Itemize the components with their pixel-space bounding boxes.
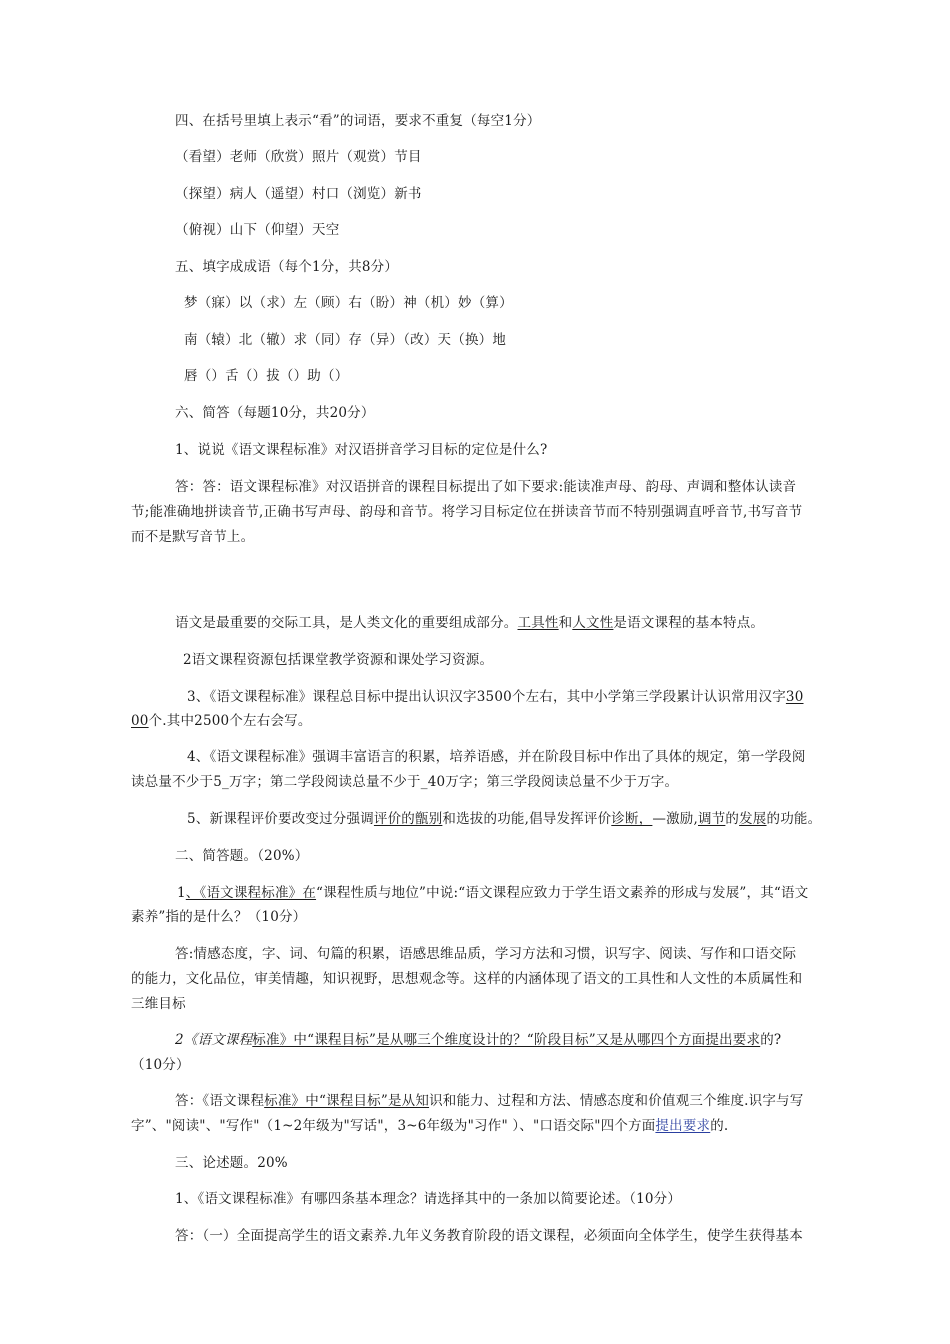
section6-answer-line-1: 答：答：语文课程标准》对汉语拼音的课程目标提出了如下要求:能读准声母、韵母、声调和整体认读音 — [175, 479, 797, 495]
short-answer-1-line-1: 答:情感态度，字、词、句篇的积累，语感思维品质，学习方法和习惯，识写字、阅读、写作和口语交际 — [175, 946, 797, 962]
underlined-answer: 诊断， — [611, 811, 653, 827]
fill-paragraph-3-line-1: 3、《语文课程标准》课程总目标中提出认识汉字3500个左右，其中小学第三学段累计认识常用汉字30 — [187, 689, 804, 705]
short-question-1-line-2: 素养”指的是什么？（10分） — [131, 909, 307, 925]
short-question-2-line-2: （10分） — [131, 1057, 190, 1073]
section5-line-3: 唇（）舌（）拔（）助（） — [184, 368, 349, 384]
section6-question-1: 1、说说《语文课程标准》对汉语拼音学习目标的定位是什么? — [175, 442, 548, 458]
essay-heading: 三、论述题。20% — [175, 1155, 288, 1171]
essay-question-1: 1、《语文课程标准》有哪四条基本理念？请选择其中的一条加以简要论述。（10分） — [175, 1191, 682, 1207]
short-question-2-line-1: 2《语文课程标准》中“课程目标”是从哪三个维度设计的？“阶段目标”又是从哪四个方面提出要求的? — [175, 1032, 782, 1048]
underlined-answer: 工具性 — [517, 615, 559, 631]
short-answer-2-line-1: 答：《语文课程标准》中“课程目标”是从知识和能力、过程和方法、情感态度和价值观三个维度.识字与写 — [175, 1093, 804, 1109]
fill-paragraph-4-line-2: 读总量不少于5_万字；第二学段阅读总量不少于_40万字；第三学段阅读总量不少于万字。 — [131, 774, 679, 790]
short-answer-1-line-3: 三维目标 — [131, 996, 186, 1012]
section4-line-3: （俯视）山下（仰望）天空 — [175, 222, 340, 238]
underlined-answer: 30 — [785, 689, 804, 705]
essay-answer-1-line-1: 答：（一）全面提高学生的语文素养.九年义务教育阶段的语文课程，必须面向全体学生，使学生获得基本 — [175, 1228, 803, 1244]
short-question-1-line-1: 1、《语文课程标准》在“课程性质与地位”中说:“语文课程应致力于学生语文素养的形成与发展”，其“语文 — [177, 885, 809, 901]
underlined-answer: 00 — [131, 713, 149, 729]
section4-heading: 四、在括号里填上表示“看”的词语，要求不重复（每空1分） — [175, 113, 541, 129]
underlined-answer: 发展 — [739, 811, 767, 827]
section4-line-2: （探望）病人（遥望）村口（浏览）新书 — [175, 186, 422, 202]
underlined-answer: 人文性 — [572, 615, 614, 631]
section5-line-1: 梦（寐）以（求）左（顾）右（盼）神（机）妙（算） — [184, 295, 513, 311]
fill-paragraph-2: 2语文课程资源包括课堂教学资源和课处学习资源。 — [183, 652, 494, 668]
fill-paragraph-5: 5、新课程评价要改变过分强调评价的甑别和选拔的功能,倡导发挥评价诊断，—激励,调节的发展的功能。 — [187, 811, 822, 827]
section5-line-2: 南（辕）北（辙）求（同）存（异）（改）天（换）地 — [184, 332, 507, 348]
underlined-answer: 调节 — [698, 811, 726, 827]
section4-line-1: （看望）老师（欣赏）照片（观赏）节目 — [175, 149, 422, 165]
section6-answer-line-2: 节;能准确地拼读音节,正确书写声母、韵母和音节。将学习目标定位在拼读音节而不特别强调直呼音节,书写音节 — [131, 504, 803, 520]
fill-paragraph-4-line-1: 4、《语文课程标准》强调丰富语言的积累，培养语感，并在阶段目标中作出了具体的规定，第一学段阅 — [187, 749, 806, 765]
section6-heading: 六、简答（每题10分，共20分） — [175, 405, 375, 421]
section5-heading: 五、填字成成语（每个1分，共8分） — [175, 259, 399, 275]
fill-paragraph-3-line-2: 00个.其中2500个左右会写。 — [131, 713, 312, 729]
short-answer-heading: 二、简答题。（20%） — [175, 848, 309, 864]
fill-paragraph-1: 语文是最重要的交际工具，是人类文化的重要组成部分。工具性和人文性是语文课程的基本特点。 — [175, 615, 765, 631]
section6-answer-line-3: 而不是默写音节上。 — [131, 529, 255, 545]
short-answer-1-line-2: 的能力，文化品位，审美情趣，知识视野，思想观念等。这样的内涵体现了语文的工具性和人文性的本质属性和 — [131, 971, 803, 987]
short-answer-2-line-2: 字”、"阅读"、"写作"（1~2年级为"写话"，3~6年级为"习作" ）、"口语交际"四个方面提出要求的. — [131, 1118, 729, 1134]
link-text[interactable]: 提出要求 — [655, 1118, 711, 1134]
underlined-answer: 评价的甑别 — [373, 811, 443, 827]
